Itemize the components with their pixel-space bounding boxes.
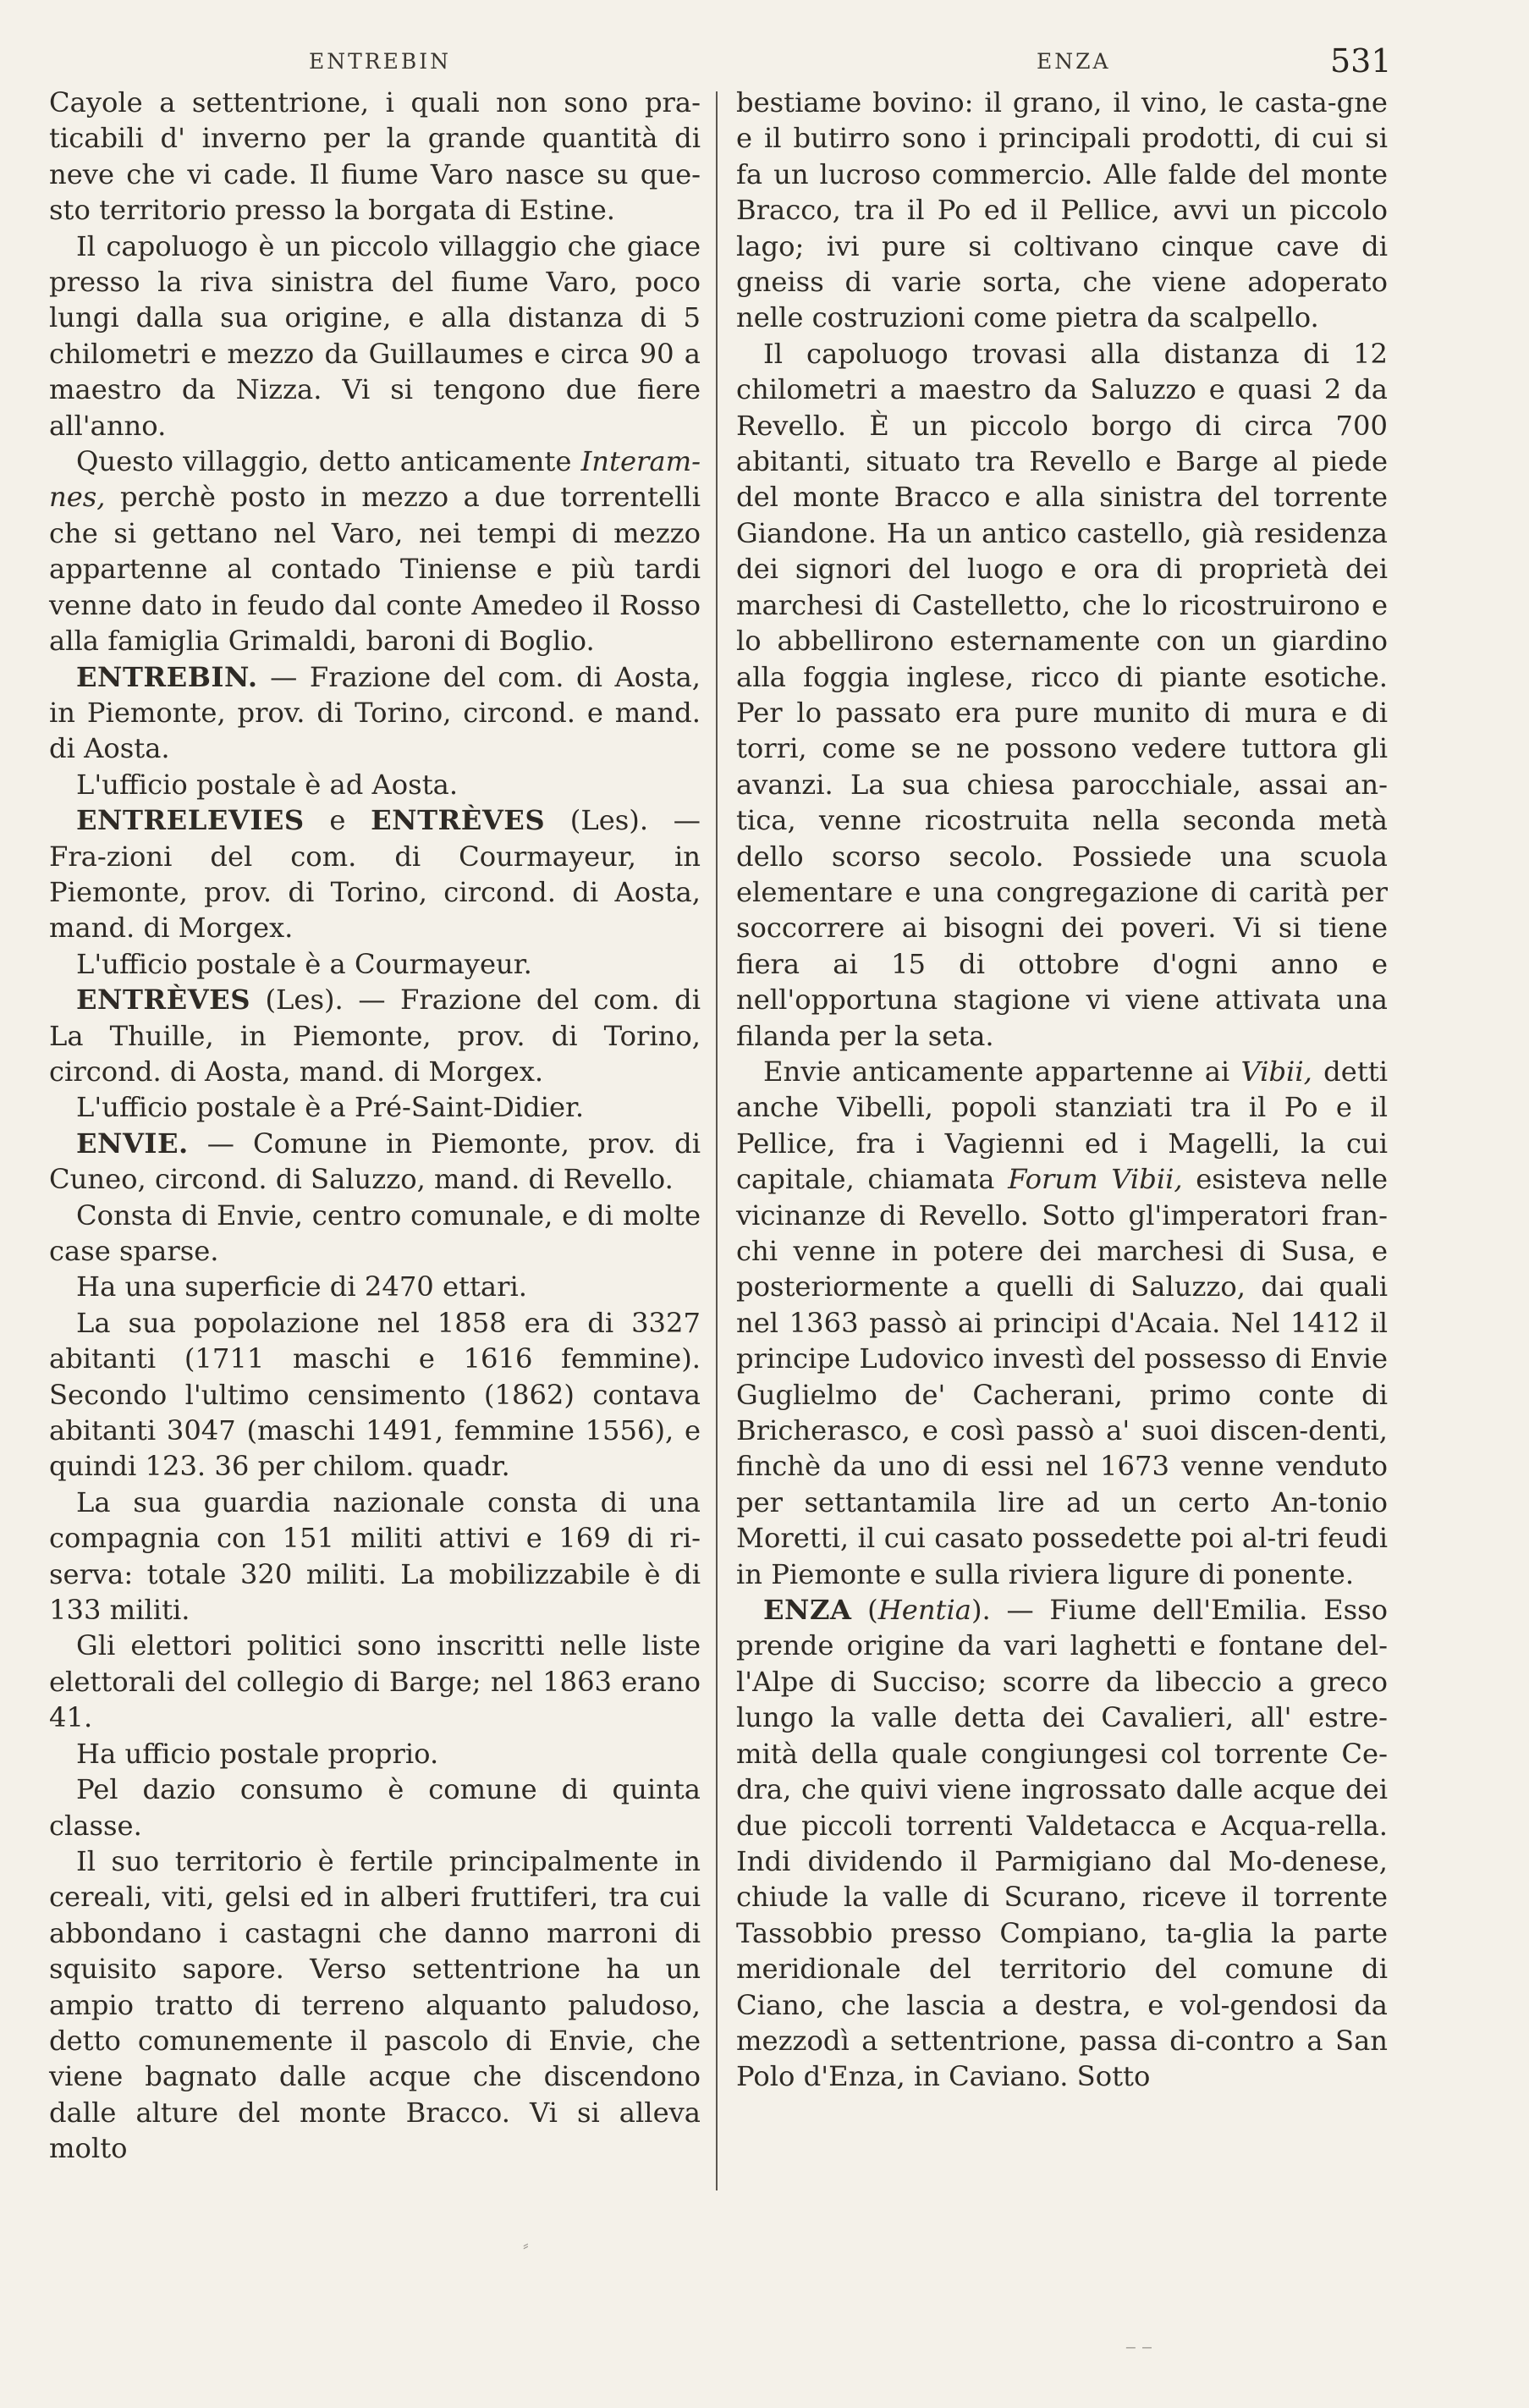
paragraph: L'ufficio postale è a Courmayeur. — [76, 947, 532, 980]
right-running-head: ENZA — [1037, 49, 1111, 74]
latin-name: Vibii, — [1240, 1055, 1312, 1088]
entry-headword: ENTRELEVIES — [76, 804, 305, 837]
entry-entreves — [49, 982, 701, 1089]
left-column — [49, 85, 701, 2167]
paragraph: Consta di Envie, centro comunale, e di molte case sparse. — [49, 1198, 701, 1267]
entry-headword: ENVIE. — [76, 1127, 189, 1160]
paragraph — [49, 444, 701, 658]
text-run: detti anche Vibelli, popoli stanziati tra il Po e il Pellice, fra i Vagienni ed i Magelli, la cui capitale, chiamata — [736, 1055, 1388, 1196]
paragraph: Gli elettori politici sono inscritti nelle liste elettorali del collegio di Barge; nel 1863 erano 41. — [49, 1629, 701, 1734]
entry-headword: ENTRÈVES — [371, 804, 546, 837]
paragraph: Ha una superficie di 2470 ettari. — [76, 1270, 528, 1303]
paragraph: La sua guardia nazionale consta di una compagnia con 151 militi attivi e 169 di ri-serva: totale 320 militi. La mobilizzabile è di 133 militi. — [49, 1485, 701, 1627]
paragraph: bestiame bovino: il grano, il vino, le casta-gne e il butirro sono i principali prodotti, di cui si fa un lucroso commercio. Alle falde del monte Bracco, tra il Po ed il Pellice, avvi un piccolo lago; ivi pure si coltivano cinque cave di gneiss di varie sorta, che viene adoperato nelle costruzioni come pietra da scalpello. — [736, 86, 1388, 334]
text-run: esisteva nelle vicinanze di Revello. Sotto gl'imperatori fran-chi venne in potere dei marchesi di Susa, e posteriormente a quelli di Saluzzo, dai quali nel 1363 passò ai principi d'Acaia. Nel 1412 il principe Ludovico investì del possesso di Envie Guglielmo de' Cacherani, primo conte di Bricherasco, e così passò a' suoi discen-denti, finchè da uno di essi nel 1673 venne venduto per settantamila lire ad un certo An-tonio Moretti, il cui casato possedette poi al-tri feudi in Piemonte e sulla riviera ligure di ponente. — [736, 1163, 1388, 1590]
paragraph: Il capoluogo trovasi alla distanza di 12 chilometri a maestro da Saluzzo e quasi 2 da Revello. È un piccolo borgo di circa 700 abitanti, situato tra Revello e Barge al piede del monte Bracco e alla sinistra del torrente Giandone. Ha un antico castello, già residenza dei signori del luogo e ora di proprietà dei marchesi di Castelletto, che lo ricostruirono e lo abbellirono esternamente con un giardino alla foggia inglese, ricco di piante esotiche. Per lo passato era pure munito di mura e di torri, come se ne possono vedere tuttora gli avanzi. La sua chiesa parocchiale, assai an-tica, venne ricostruita nella seconda metà dello scorso secolo. Possiede una scuola elementare e una congregazione di carità per soccorrere ai bisogni dei poveri. Vi si tiene fiera ai 15 di ottobre d'ogni anno e nell'opportuna stagione vi viene attivata una filanda per la seta. — [736, 337, 1388, 1052]
text-run: ( — [851, 1594, 878, 1627]
paragraph — [736, 1054, 1388, 1592]
entry-entrebin — [49, 659, 701, 767]
latin-name: Forum Vibii, — [1008, 1163, 1183, 1196]
entry-text: — Comune in Piemonte, prov. di Cuneo, circond. di Saluzzo, mand. di Revello. — [49, 1127, 701, 1196]
latin-name: Hentia — [877, 1594, 971, 1627]
entry-text: (Les). — Fra-zioni del com. di Courmayeur, in Piemonte, prov. di Torino, circond. di Aosta, mand. di Morgex. — [49, 804, 701, 945]
entry-text: (Les). — Frazione del com. di La Thuille, in Piemonte, prov. di Torino, circond. di Aosta, mand. di Morgex. — [49, 984, 701, 1088]
text-run: perchè posto in mezzo a due torrentelli che si gettano nel Varo, nei tempi di mezzo appartenne al contado Tiniense e più tardi venne dato in feudo dal conte Amedeo il Rosso alla famiglia Grimaldi, baroni di Boglio. — [49, 481, 701, 658]
text-run: Envie anticamente appartenne ai — [763, 1055, 1241, 1088]
ink-smudge: ⸗ — [523, 2234, 529, 2255]
paragraph: Cayole a settentrione, i quali non sono pra-ticabili d' inverno per la grande quantità di neve che vi cade. Il fiume Varo nasce su que-sto territorio presso la borgata di Estine. — [49, 86, 701, 227]
paragraph: Ha ufficio postale proprio. — [76, 1737, 439, 1770]
entry-enza — [736, 1592, 1388, 2095]
column-divider — [716, 91, 718, 2190]
page-number: 531 — [1330, 42, 1392, 80]
entry-entrelevies — [49, 802, 701, 946]
entry-headword: ENTREBIN. — [76, 660, 258, 693]
entry-text: — Frazione del com. di Aosta, in Piemonte, prov. di Torino, circond. e mand. di Aosta. — [49, 660, 701, 765]
text-run: ). — [971, 1594, 991, 1627]
paragraph: Il capoluogo è un piccolo villaggio che giace presso la riva sinistra del fiume Varo, poco lungi dalla sua origine, e alla distanza di 5 chilometri e mezzo da Guillaumes e circa 90 a maestro da Nizza. Vi si tengono due fiere all'anno. — [49, 229, 701, 442]
paragraph: Pel dazio consumo è comune di quinta classe. — [49, 1773, 701, 1842]
ink-smudge: ‒ ‒ — [1125, 2336, 1152, 2356]
latin-name: Interam-nes, — [49, 445, 701, 514]
paragraph: Il suo territorio è fertile principalmente in cereali, viti, gelsi ed in alberi fruttiferi, tra cui abbondano i castagni che danno marroni di squisito sapore. Verso settentrione ha un ampio tratto di terreno alquanto paludoso, detto comunemente il pascolo di Envie, che viene bagnato dalle acque che discendono dalle alture del monte Bracco. Vi si alleva molto — [49, 1844, 701, 2165]
entry-headword: ENZA — [763, 1594, 852, 1627]
paragraph: L'ufficio postale è ad Aosta. — [76, 768, 459, 801]
left-running-head: ENTREBIN — [309, 49, 451, 74]
text-run: Questo villaggio, detto anticamente — [76, 445, 581, 478]
paragraph: L'ufficio postale è a Pré-Saint-Didier. — [76, 1091, 585, 1124]
text-run: e — [304, 804, 371, 837]
entry-envie — [49, 1126, 701, 1198]
right-column — [736, 85, 1388, 2095]
paragraph: La sua popolazione nel 1858 era di 3327 abitanti (1711 maschi e 1616 femmine). Secondo l'ultimo censimento (1862) contava abitanti 3047 (maschi 1491, femmine 1556), e quindi 123. 36 per chilom. quadr. — [49, 1306, 701, 1483]
entry-text: — Fiume dell'Emilia. Esso prende origine da vari laghetti e fontane del-l'Alpe di Succiso; scorre da libeccio a greco lungo la valle detta dei Cavalieri, all' estre-mità della quale congiungesi col torrente Ce-dra, che quivi viene ingrossato dalle acque dei due piccoli torrenti Valdetacca e Acqua-rella. Indi dividendo il Parmigiano dal Mo-denese, chiude la valle di Scurano, riceve il torrente Tassobbio presso Compiano, ta-glia la parte meridionale del territorio del comune di Ciano, che lascia a destra, e vol-gendosi da mezzodì a settentrione, passa di-contro a San Polo d'Enza, in Caviano. Sotto — [736, 1594, 1388, 2093]
entry-headword: ENTRÈVES — [76, 984, 250, 1017]
